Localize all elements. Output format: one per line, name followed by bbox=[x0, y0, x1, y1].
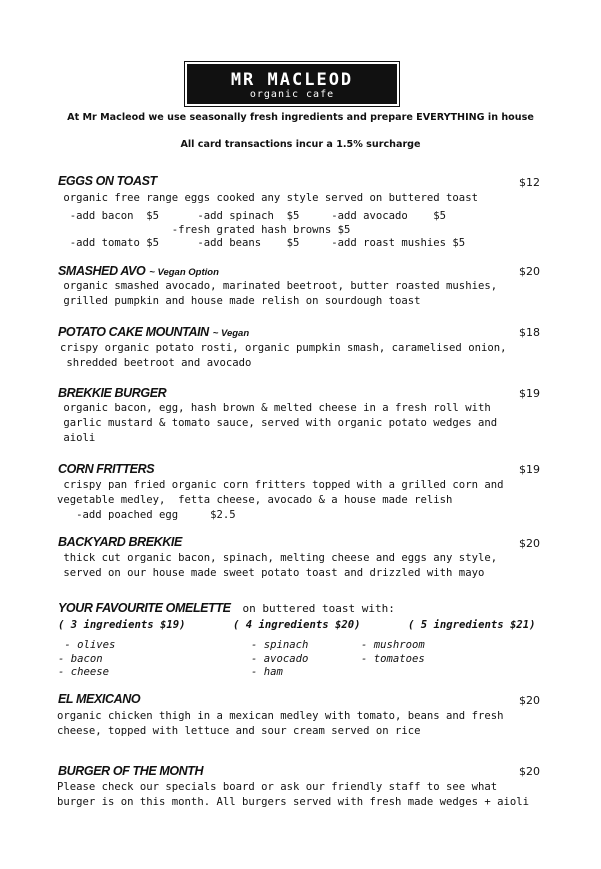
item-price: $19 bbox=[519, 463, 540, 476]
item-description: crispy organic potato rosti, organic pumpkin smash, caramelised onion, shredded beetroot and avocado bbox=[60, 342, 507, 369]
item-title: BACKYARD BREKKIE bbox=[58, 535, 182, 549]
item-title: BURGER OF THE MONTH bbox=[58, 764, 204, 778]
item-price: $18 bbox=[519, 326, 540, 339]
ingredients-notice: At Mr Macleod we use seasonally fresh ingredients and prepare EVERYTHING in house bbox=[67, 112, 534, 123]
item-title: EL MEXICANO bbox=[58, 692, 141, 706]
item-description: organic smashed avocado, marinated beetroot, butter roasted mushies, grilled pumpkin and house made relish on sourdough toast bbox=[57, 280, 498, 307]
omelette-ingredients-col3: - mushroom - tomatoes bbox=[361, 639, 425, 665]
item-description: organic bacon, egg, hash brown & melted cheese in a fresh roll with garlic mustard & tomato sauce, served with organic potato wedges and aioli bbox=[57, 402, 498, 444]
item-title: EGGS ON TOAST bbox=[58, 174, 157, 188]
omelette-tier-4: ( 4 ingredients $20) bbox=[233, 619, 361, 631]
item-description: organic chicken thigh in a mexican medley with tomato, beans and fresh cheese, topped with lettuce and sour cream served on rice bbox=[57, 710, 504, 737]
cafe-logo bbox=[185, 62, 399, 106]
item-description: crispy pan fried organic corn fritters topped with a grilled corn and vegetable medley, fetta cheese, avocado & a house made relish -add poached egg $2.5 bbox=[57, 479, 504, 521]
item-price: $20 bbox=[519, 694, 540, 707]
omelette-tier-5: ( 5 ingredients $21) bbox=[408, 619, 536, 631]
item-tag: ~ Vegan bbox=[212, 328, 250, 339]
item-description: Please check our specials board or ask our friendly staff to see what burger is on this month. All burgers served with fresh made wedges + aioli bbox=[57, 781, 529, 808]
item-title: BREKKIE BURGER bbox=[58, 386, 167, 400]
item-title: SMASHED AVO ~ Vegan Option bbox=[58, 264, 219, 278]
omelette-title: YOUR FAVOURITE OMELETTE on buttered toast with: bbox=[58, 601, 395, 615]
omelette-subtitle: on buttered toast with: bbox=[242, 602, 395, 615]
logo-name: MR MACLEOD bbox=[230, 70, 354, 90]
logo-subtitle: organic cafe bbox=[249, 89, 335, 100]
item-tag: ~ Vegan Option bbox=[149, 267, 219, 278]
item-title: POTATO CAKE MOUNTAIN ~ Vegan bbox=[58, 325, 250, 339]
item-price: $12 bbox=[519, 176, 540, 189]
omelette-ingredients-col1: - olives - bacon - cheese bbox=[58, 639, 116, 678]
item-price: $20 bbox=[519, 537, 540, 550]
surcharge-notice: All card transactions incur a 1.5% surcharge bbox=[180, 139, 421, 150]
item-price: $20 bbox=[519, 765, 540, 778]
item-description: thick cut organic bacon, spinach, melting cheese and eggs any style, served on our house made sweet potato toast and drizzled with mayo bbox=[57, 552, 498, 579]
item-description: organic free range eggs cooked any style served on buttered toast -add bacon $5 -add spinach $5 -add avocado $5 -fresh grated hash browns $5 -add tomato $5 -add beans $5 -add roast mushies $5 bbox=[57, 192, 478, 249]
omelette-ingredients-col2: - spinach - avocado - ham bbox=[251, 639, 309, 678]
omelette-tier-3: ( 3 ingredients $19) bbox=[58, 619, 186, 631]
item-title: CORN FRITTERS bbox=[58, 462, 155, 476]
item-price: $19 bbox=[519, 387, 540, 400]
item-price: $20 bbox=[519, 265, 540, 278]
